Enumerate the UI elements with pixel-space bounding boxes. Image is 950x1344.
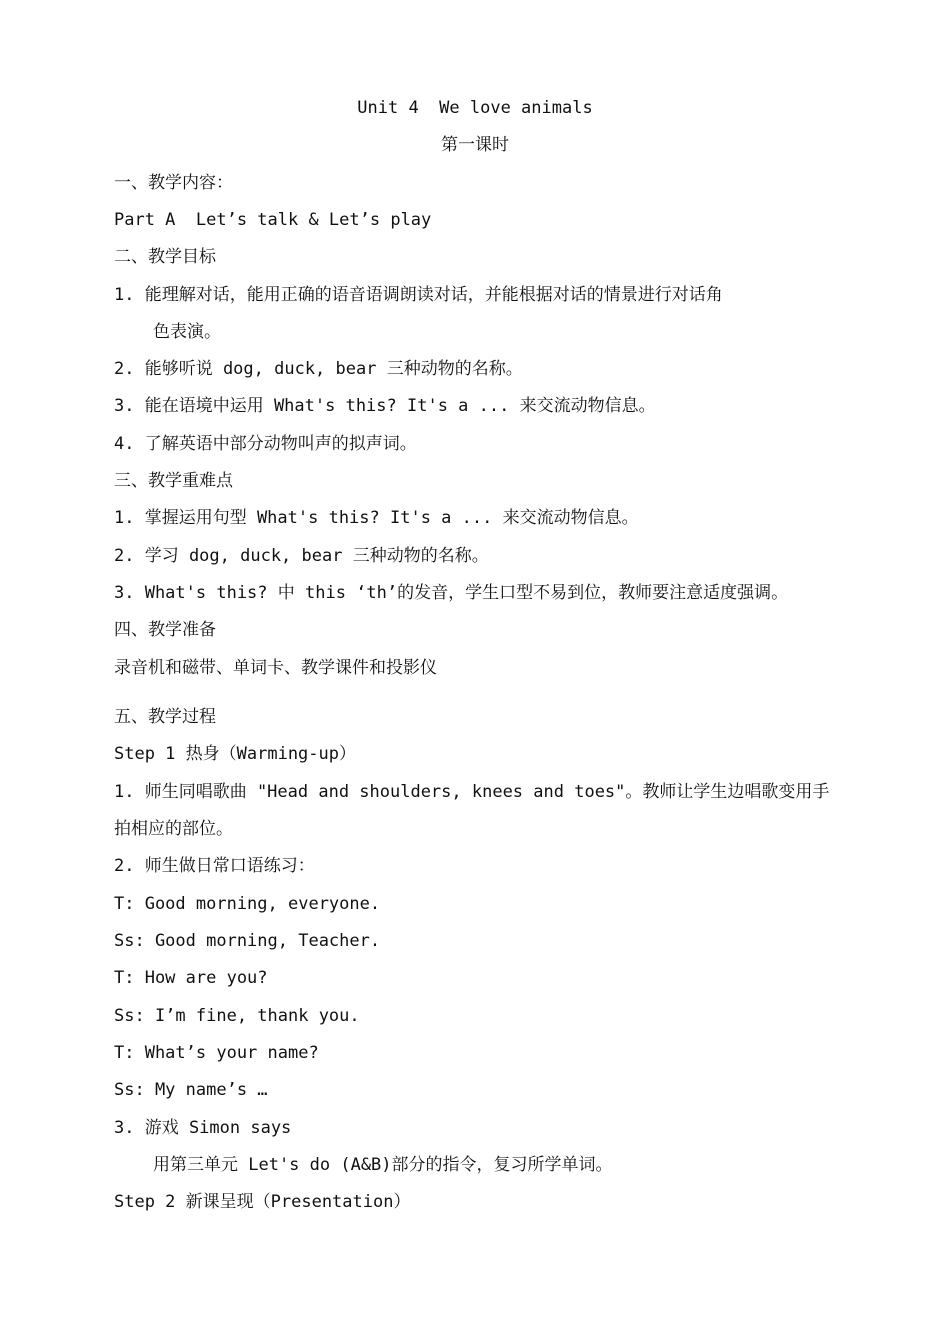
step-heading: Step 2 新课呈现（Presentation） [114,1192,411,1212]
document-title: Unit 4 We love animals [357,98,593,118]
section-heading-process: 五、教学过程 [114,707,216,727]
text-line: 2. 学习 dog, duck, bear 三种动物的名称。 [114,546,489,566]
dialogue-line: Ss: Good morning, Teacher. [114,931,381,951]
text-line: 用第三单元 Let's do (A&B)部分的指令，复习所学单词。 [153,1155,613,1175]
text-line: Part A Let’s talk & Let’s play [114,210,432,230]
text-line: 3. 能在语境中运用 What's this? It's a ... 来交流动物信息。 [114,396,656,416]
text-line: 色表演。 [153,322,221,342]
section-heading-preparation: 四、教学准备 [114,620,216,640]
dialogue-line: Ss: I’m fine, thank you. [114,1006,360,1026]
text-line: 1. 师生同唱歌曲 "Head and shoulders, knees and toes"。教师让学生边唱歌变用手 [114,782,830,802]
dialogue-line: T: What’s your name? [114,1043,319,1063]
document-subtitle: 第一课时 [441,135,509,155]
step-heading: Step 1 热身（Warming-up） [114,744,356,764]
text-line: 4. 了解英语中部分动物叫声的拟声词。 [114,434,417,454]
section-heading-content: 一、教学内容： [114,173,233,193]
text-line: 3. 游戏 Simon says [114,1118,292,1138]
text-line: 1. 能理解对话，能用正确的语音语调朗读对话，并能根据对话的情景进行对话角 [114,285,723,305]
section-heading-objectives: 二、教学目标 [114,247,216,267]
text-line: 拍相应的部位。 [114,819,233,839]
dialogue-line: T: How are you? [114,968,268,988]
text-line: 3. What's this? 中 this ‘th’的发音，学生口型不易到位，教师要注意适度强调。 [114,583,789,603]
text-line: 录音机和磁带、单词卡、教学课件和投影仪 [114,658,437,678]
dialogue-line: Ss: My name’s … [114,1080,268,1100]
text-line: 2. 师生做日常口语练习： [114,856,315,876]
section-heading-key-points: 三、教学重难点 [114,471,233,491]
dialogue-line: T: Good morning, everyone. [114,894,381,914]
text-line: 1. 掌握运用句型 What's this? It's a ... 来交流动物信息。 [114,508,639,528]
text-line: 2. 能够听说 dog, duck, bear 三种动物的名称。 [114,359,523,379]
